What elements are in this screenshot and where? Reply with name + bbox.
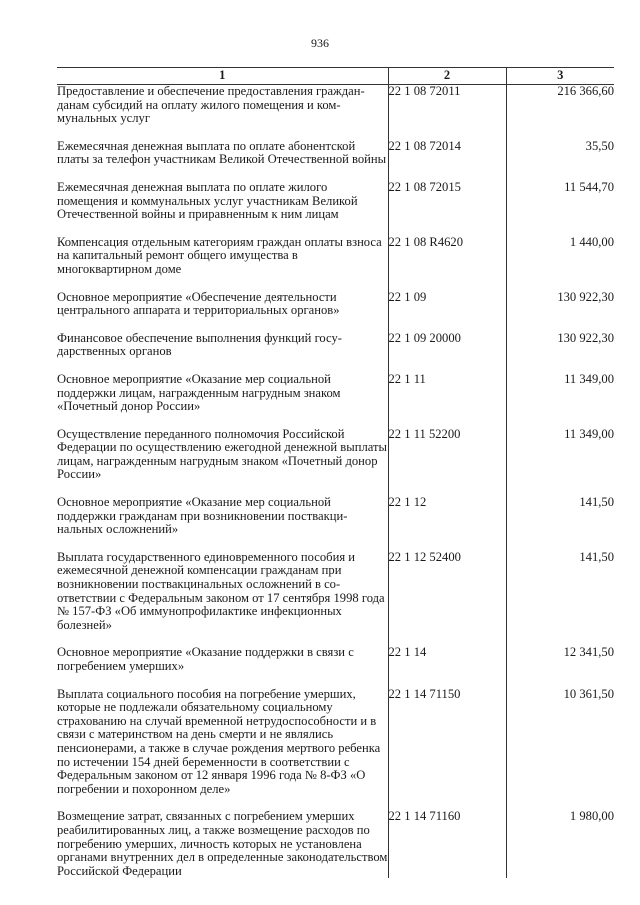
row-description: Ежемесячная денежная выплата по оплате абонентской платы за телефон участникам Великой Отечественной войны xyxy=(57,138,387,167)
spacer-cell xyxy=(506,796,614,810)
row-amount: 141,50 xyxy=(506,551,614,633)
table-row xyxy=(57,291,614,318)
spacer-cell xyxy=(388,796,506,810)
row-name-cell xyxy=(57,332,388,359)
spacer-cell xyxy=(506,167,614,181)
row-amount: 11 349,00 xyxy=(506,373,614,414)
table-row xyxy=(57,428,614,482)
spacer-cell xyxy=(388,318,506,332)
row-description: Компенсация отдельным категориям граждан оплаты взноса на капитальный ремонт общего имущества в многоквартирном доме xyxy=(57,234,382,276)
row-description: Основное мероприятие «Оказание поддержки в связи с погребением умерших» xyxy=(57,645,354,673)
spacer-cell xyxy=(57,359,388,373)
spacer-cell xyxy=(57,126,388,140)
row-spacer xyxy=(57,277,614,291)
spacer-cell xyxy=(388,222,506,236)
row-amount: 216 366,60 xyxy=(506,85,614,126)
page-number: 936 xyxy=(311,36,329,50)
row-amount: 1 980,00 xyxy=(506,810,614,878)
row-name-cell xyxy=(57,496,388,537)
spacer-cell xyxy=(388,482,506,496)
row-amount: 1 440,00 xyxy=(506,236,614,277)
row-name-cell xyxy=(57,181,388,222)
row-name-cell xyxy=(57,373,388,414)
spacer-cell xyxy=(57,277,388,291)
spacer-cell xyxy=(388,126,506,140)
row-classification-code: 22 1 14 xyxy=(388,646,506,673)
row-name-cell xyxy=(57,428,388,482)
table-row xyxy=(57,373,614,414)
row-description: Финансовое обеспечение выполнения функций государственных органов xyxy=(57,330,342,359)
spacer-cell xyxy=(506,674,614,688)
spacer-cell xyxy=(506,414,614,428)
spacer-cell xyxy=(388,359,506,373)
row-spacer xyxy=(57,359,614,373)
row-name-cell xyxy=(57,810,388,878)
row-amount: 11 349,00 xyxy=(506,428,614,482)
table-row xyxy=(57,551,614,633)
row-spacer xyxy=(57,222,614,236)
spacer-cell xyxy=(57,796,388,810)
row-description: Выплата социального пособия на погребение умерших, которые не подлежали обязательному социальному страхованию на случай временной нетрудоспособности и в связи с материнством на день смерти и не являлись пенсионерами, а также в случае рождения мертвого ребенка по истечении 154 дней беременности в соответствии с Федеральным законом от 12 января 1996 года № 8-ФЗ «О погребении и похоронном деле» xyxy=(57,686,381,796)
row-classification-code: 22 1 09 20000 xyxy=(388,332,506,359)
budget-table xyxy=(57,67,614,878)
row-name-cell xyxy=(57,85,388,126)
row-classification-code: 22 1 12 52400 xyxy=(388,551,506,633)
spacer-cell xyxy=(506,126,614,140)
spacer-cell xyxy=(506,482,614,496)
spacer-cell xyxy=(506,632,614,646)
table-row xyxy=(57,810,614,878)
spacer-cell xyxy=(57,537,388,551)
spacer-cell xyxy=(57,482,388,496)
row-amount: 130 922,30 xyxy=(506,332,614,359)
spacer-cell xyxy=(388,537,506,551)
spacer-cell xyxy=(388,277,506,291)
row-spacer xyxy=(57,632,614,646)
row-amount: 12 341,50 xyxy=(506,646,614,673)
table-header-row xyxy=(57,68,614,85)
row-classification-code: 22 1 12 xyxy=(388,496,506,537)
row-spacer xyxy=(57,167,614,181)
spacer-cell xyxy=(506,277,614,291)
row-name-cell xyxy=(57,140,388,167)
row-description: Предоставление и обеспечение предоставления гражданданам субсидий на оплату жилого помещения и коммунальных услуг xyxy=(57,84,365,126)
spacer-cell xyxy=(388,632,506,646)
column-header-code: 2 xyxy=(388,68,506,85)
spacer-cell xyxy=(506,318,614,332)
spacer-cell xyxy=(388,414,506,428)
spacer-cell xyxy=(57,414,388,428)
row-spacer xyxy=(57,318,614,332)
table-row xyxy=(57,140,614,167)
row-amount: 35,50 xyxy=(506,140,614,167)
spacer-cell xyxy=(388,674,506,688)
table-body xyxy=(57,85,614,879)
row-spacer xyxy=(57,537,614,551)
row-spacer xyxy=(57,796,614,810)
row-classification-code: 22 1 08 72015 xyxy=(388,181,506,222)
row-amount: 10 361,50 xyxy=(506,688,614,797)
row-classification-code: 22 1 14 71150 xyxy=(388,688,506,797)
spacer-cell xyxy=(57,674,388,688)
column-header-amount: 3 xyxy=(506,68,614,85)
spacer-cell xyxy=(506,222,614,236)
table-row xyxy=(57,332,614,359)
row-spacer xyxy=(57,674,614,688)
row-description: Основное мероприятие «Обеспечение деятельности центрального аппарата и территориальных органов» xyxy=(57,289,340,318)
spacer-cell xyxy=(506,537,614,551)
spacer-cell xyxy=(57,632,388,646)
row-classification-code: 22 1 08 72014 xyxy=(388,140,506,167)
row-amount: 130 922,30 xyxy=(506,291,614,318)
row-name-cell xyxy=(57,646,388,673)
row-classification-code: 22 1 09 xyxy=(388,291,506,318)
table-row xyxy=(57,646,614,673)
row-name-cell xyxy=(57,551,388,633)
row-amount: 11 544,70 xyxy=(506,181,614,222)
row-name-cell xyxy=(57,291,388,318)
row-amount: 141,50 xyxy=(506,496,614,537)
table-row xyxy=(57,181,614,222)
row-classification-code: 22 1 08 72011 xyxy=(388,85,506,126)
row-description: Осуществление переданного полномочия Российской Федерации по осуществлению ежегодной денежной выплаты лицам, награжденным нагрудным знаком «Почетный донор России» xyxy=(57,426,387,482)
row-classification-code: 22 1 14 71160 xyxy=(388,810,506,878)
row-description: Основное мероприятие «Оказание мер социальной поддержки гражданам при возникновении поствакцинальных осложнений» xyxy=(57,495,348,537)
spacer-cell xyxy=(57,318,388,332)
spacer-cell xyxy=(57,222,388,236)
row-spacer xyxy=(57,482,614,496)
row-classification-code: 22 1 11 xyxy=(388,373,506,414)
table-row xyxy=(57,85,614,126)
spacer-cell xyxy=(506,359,614,373)
spacer-cell xyxy=(57,167,388,181)
row-classification-code: 22 1 11 52200 xyxy=(388,428,506,482)
row-description: Выплата государственного единовременного пособия и ежемесячной денежной компенсации гражданам при возникновении поствакцинальных осложнений в соответствии с Федеральным законом от 17 сентября 1998 года № 157-ФЗ «Об иммунопрофилактике инфекционных болезней» xyxy=(57,549,385,632)
row-classification-code: 22 1 08 R4620 xyxy=(388,236,506,277)
table-row xyxy=(57,496,614,537)
table-row xyxy=(57,236,614,277)
table-row xyxy=(57,688,614,797)
column-header-name: 1 xyxy=(57,68,388,85)
row-description: Возмещение затрат, связанных с погребением умерших реабилитированных лиц, а также возмещение расходов по погребению умерших, личность которых не установлена органами внутренних дел в определенные законодательством Российской Федерации xyxy=(57,809,388,878)
row-description: Ежемесячная денежная выплата по оплате жилого помещения и коммунальных услуг участникам Великой Отечественной войны и приравненным к ним лицам xyxy=(57,179,358,222)
row-description: Основное мероприятие «Оказание мер социальной поддержки лицам, награжденным нагрудным знаком «Почетный донор России» xyxy=(57,371,341,414)
row-name-cell xyxy=(57,688,388,797)
row-spacer xyxy=(57,126,614,140)
row-spacer xyxy=(57,414,614,428)
row-name-cell xyxy=(57,236,388,277)
spacer-cell xyxy=(388,167,506,181)
